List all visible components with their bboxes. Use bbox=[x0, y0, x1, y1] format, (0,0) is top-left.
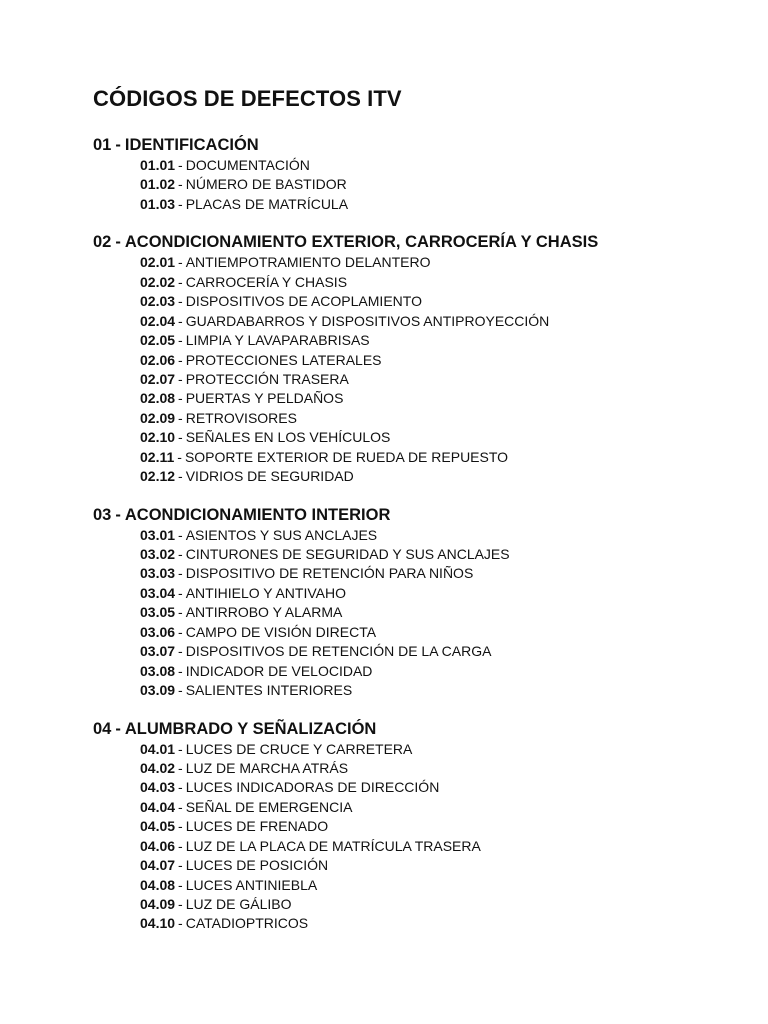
item-code: 04.06 bbox=[140, 837, 176, 854]
section-04 bbox=[93, 718, 743, 934]
item-separator: - bbox=[178, 468, 183, 485]
section-heading bbox=[93, 231, 743, 253]
item-03-09 bbox=[140, 681, 743, 700]
item-separator: - bbox=[178, 409, 183, 426]
section-02 bbox=[93, 231, 743, 486]
item-label: VIDRIOS DE SEGURIDAD bbox=[185, 468, 354, 485]
item-02-08 bbox=[140, 389, 743, 408]
item-code: 02.07 bbox=[140, 370, 176, 387]
item-02-07 bbox=[140, 370, 743, 389]
item-label: ANTIHIELO Y ANTIVAHO bbox=[185, 584, 346, 601]
section-separator: - bbox=[115, 505, 121, 524]
section-heading bbox=[93, 718, 743, 740]
item-label: CAMPO DE VISIÓN DIRECTA bbox=[185, 623, 377, 640]
item-03-03 bbox=[140, 564, 743, 583]
item-label: LUZ DE GÁLIBO bbox=[185, 896, 292, 912]
item-04-07 bbox=[140, 856, 743, 875]
item-code: 02.01 bbox=[140, 254, 176, 271]
item-separator: - bbox=[177, 448, 182, 465]
section-items bbox=[93, 253, 743, 486]
item-02-04 bbox=[140, 312, 743, 331]
item-label: INDICADOR DE VELOCIDAD bbox=[185, 662, 373, 679]
item-label: SALIENTES INTERIORES bbox=[185, 682, 353, 699]
item-separator: - bbox=[178, 195, 183, 212]
item-separator: - bbox=[178, 429, 183, 446]
item-02-03 bbox=[140, 292, 743, 311]
item-label: LUCES DE CRUCE Y CARRETERA bbox=[185, 740, 413, 757]
item-separator: - bbox=[178, 740, 183, 757]
item-label: ASIENTOS Y SUS ANCLAJES bbox=[185, 526, 378, 543]
item-code: 03.08 bbox=[140, 662, 176, 679]
item-code: 04.05 bbox=[140, 818, 176, 835]
item-03-02 bbox=[140, 545, 743, 564]
section-title: IDENTIFICACIÓN bbox=[124, 136, 259, 154]
section-code: 02 bbox=[93, 233, 112, 252]
section-items bbox=[93, 156, 743, 214]
item-04-09 bbox=[140, 895, 743, 914]
item-code: 01.01 bbox=[140, 157, 176, 173]
item-separator: - bbox=[178, 370, 183, 387]
sections-list bbox=[93, 134, 743, 951]
item-02-02 bbox=[140, 273, 743, 292]
item-code: 04.01 bbox=[140, 740, 176, 757]
item-separator: - bbox=[178, 798, 183, 815]
item-code: 02.08 bbox=[140, 390, 176, 407]
item-label: CARROCERÍA Y CHASIS bbox=[185, 273, 348, 290]
item-code: 04.07 bbox=[140, 857, 176, 874]
item-03-01 bbox=[140, 526, 743, 545]
section-01 bbox=[93, 134, 743, 214]
item-separator: - bbox=[178, 546, 183, 562]
section-code: 01 bbox=[93, 136, 112, 154]
item-label: DOCUMENTACIÓN bbox=[185, 157, 310, 173]
item-separator: - bbox=[178, 176, 183, 193]
item-separator: - bbox=[178, 157, 183, 173]
document-title: CÓDIGOS DE DEFECTOS ITV bbox=[93, 86, 402, 111]
item-code: 03.02 bbox=[140, 546, 176, 562]
item-03-06 bbox=[140, 623, 743, 642]
item-label: CINTURONES DE SEGURIDAD Y SUS ANCLAJES bbox=[185, 546, 510, 562]
item-code: 04.04 bbox=[140, 798, 176, 815]
item-separator: - bbox=[178, 643, 183, 660]
item-label: LUCES DE FRENADO bbox=[185, 818, 329, 835]
item-code: 03.05 bbox=[140, 604, 176, 621]
item-separator: - bbox=[178, 818, 183, 835]
item-code: 03.01 bbox=[140, 526, 176, 543]
item-code: 02.03 bbox=[140, 293, 176, 310]
item-02-09 bbox=[140, 409, 743, 428]
item-code: 02.05 bbox=[140, 332, 176, 349]
item-02-11 bbox=[140, 448, 743, 467]
item-separator: - bbox=[178, 857, 183, 874]
item-label: LUCES DE POSICIÓN bbox=[185, 857, 329, 874]
item-label: LUCES ANTINIEBLA bbox=[185, 876, 318, 893]
item-separator: - bbox=[178, 351, 183, 368]
item-04-02 bbox=[140, 759, 743, 778]
section-03 bbox=[93, 504, 743, 701]
section-code: 04 bbox=[93, 719, 112, 738]
item-label: DISPOSITIVOS DE RETENCIÓN DE LA CARGA bbox=[185, 643, 492, 660]
item-label: ANTIEMPOTRAMIENTO DELANTERO bbox=[185, 254, 431, 271]
item-code: 03.04 bbox=[140, 584, 176, 601]
item-03-04 bbox=[140, 584, 743, 603]
item-separator: - bbox=[178, 915, 183, 932]
item-04-05 bbox=[140, 817, 743, 836]
item-label: SEÑAL DE EMERGENCIA bbox=[185, 798, 353, 815]
section-heading bbox=[93, 504, 743, 526]
item-code: 03.07 bbox=[140, 643, 176, 660]
section-items bbox=[93, 526, 743, 701]
item-03-07 bbox=[140, 642, 743, 661]
item-separator: - bbox=[178, 312, 183, 329]
item-label: LIMPIA Y LAVAPARABRISAS bbox=[185, 332, 370, 349]
item-code: 03.09 bbox=[140, 682, 176, 699]
item-separator: - bbox=[178, 584, 183, 601]
section-separator: - bbox=[115, 233, 121, 252]
item-label: LUZ DE LA PLACA DE MATRÍCULA TRASERA bbox=[185, 837, 481, 854]
item-separator: - bbox=[178, 604, 183, 621]
item-code: 02.09 bbox=[140, 409, 176, 426]
item-code: 04.10 bbox=[140, 915, 176, 932]
section-title: ACONDICIONAMIENTO INTERIOR bbox=[124, 505, 391, 524]
item-separator: - bbox=[178, 779, 183, 796]
item-04-06 bbox=[140, 837, 743, 856]
item-separator: - bbox=[178, 273, 183, 290]
item-code: 01.02 bbox=[140, 176, 176, 193]
item-label: PUERTAS Y PELDAÑOS bbox=[185, 390, 344, 407]
item-03-08 bbox=[140, 662, 743, 681]
item-label: SOPORTE EXTERIOR DE RUEDA DE REPUESTO bbox=[184, 448, 509, 465]
item-label: PROTECCIONES LATERALES bbox=[185, 351, 382, 368]
item-04-04 bbox=[140, 798, 743, 817]
item-04-08 bbox=[140, 876, 743, 895]
item-label: SEÑALES EN LOS VEHÍCULOS bbox=[185, 429, 391, 446]
section-separator: - bbox=[115, 719, 121, 738]
item-code: 02.11 bbox=[140, 448, 175, 465]
section-separator: - bbox=[115, 136, 121, 154]
item-code: 04.09 bbox=[140, 896, 176, 912]
item-01-02 bbox=[140, 175, 743, 194]
item-04-10 bbox=[140, 914, 743, 933]
item-label: PROTECCIÓN TRASERA bbox=[185, 370, 349, 387]
item-02-05 bbox=[140, 331, 743, 350]
section-heading bbox=[93, 134, 743, 156]
item-code: 02.06 bbox=[140, 351, 176, 368]
item-separator: - bbox=[178, 682, 183, 699]
item-separator: - bbox=[178, 526, 183, 543]
item-04-03 bbox=[140, 778, 743, 797]
item-label: LUZ DE MARCHA ATRÁS bbox=[185, 759, 349, 776]
item-code: 03.03 bbox=[140, 565, 176, 582]
item-label: DISPOSITIVOS DE ACOPLAMIENTO bbox=[185, 293, 422, 310]
item-code: 04.02 bbox=[140, 759, 176, 776]
item-label: CATADIOPTRICOS bbox=[185, 915, 309, 932]
section-title: ALUMBRADO Y SEÑALIZACIÓN bbox=[124, 719, 377, 738]
item-separator: - bbox=[178, 565, 183, 582]
item-label: PLACAS DE MATRÍCULA bbox=[185, 195, 349, 212]
item-label: NÚMERO DE BASTIDOR bbox=[185, 176, 347, 193]
item-03-05 bbox=[140, 603, 743, 622]
item-code: 02.04 bbox=[140, 312, 176, 329]
item-label: GUARDABARROS Y DISPOSITIVOS ANTIPROYECCIÓN bbox=[185, 312, 550, 329]
item-02-10 bbox=[140, 428, 743, 447]
item-04-01 bbox=[140, 740, 743, 759]
item-separator: - bbox=[178, 254, 183, 271]
item-separator: - bbox=[178, 876, 183, 893]
item-separator: - bbox=[178, 293, 183, 310]
item-separator: - bbox=[178, 896, 183, 912]
item-separator: - bbox=[178, 623, 183, 640]
section-code: 03 bbox=[93, 505, 112, 524]
item-code: 04.03 bbox=[140, 779, 176, 796]
item-separator: - bbox=[178, 837, 183, 854]
item-02-06 bbox=[140, 351, 743, 370]
section-title: ACONDICIONAMIENTO EXTERIOR, CARROCERÍA Y CHASIS bbox=[124, 233, 599, 252]
item-02-01 bbox=[140, 253, 743, 272]
section-items bbox=[93, 740, 743, 934]
item-label: ANTIRROBO Y ALARMA bbox=[185, 604, 343, 621]
item-code: 02.12 bbox=[140, 468, 176, 485]
item-code: 01.03 bbox=[140, 195, 176, 212]
item-label: RETROVISORES bbox=[185, 409, 297, 426]
item-code: 04.08 bbox=[140, 876, 176, 893]
item-separator: - bbox=[178, 662, 183, 679]
item-02-12 bbox=[140, 467, 743, 486]
item-label: LUCES INDICADORAS DE DIRECCIÓN bbox=[185, 779, 440, 796]
item-01-01 bbox=[140, 156, 743, 175]
item-code: 02.02 bbox=[140, 273, 176, 290]
item-separator: - bbox=[178, 332, 183, 349]
item-separator: - bbox=[178, 390, 183, 407]
item-code: 02.10 bbox=[140, 429, 176, 446]
item-separator: - bbox=[178, 759, 183, 776]
item-01-03 bbox=[140, 195, 743, 214]
item-code: 03.06 bbox=[140, 623, 176, 640]
item-label: DISPOSITIVO DE RETENCIÓN PARA NIÑOS bbox=[185, 565, 474, 582]
